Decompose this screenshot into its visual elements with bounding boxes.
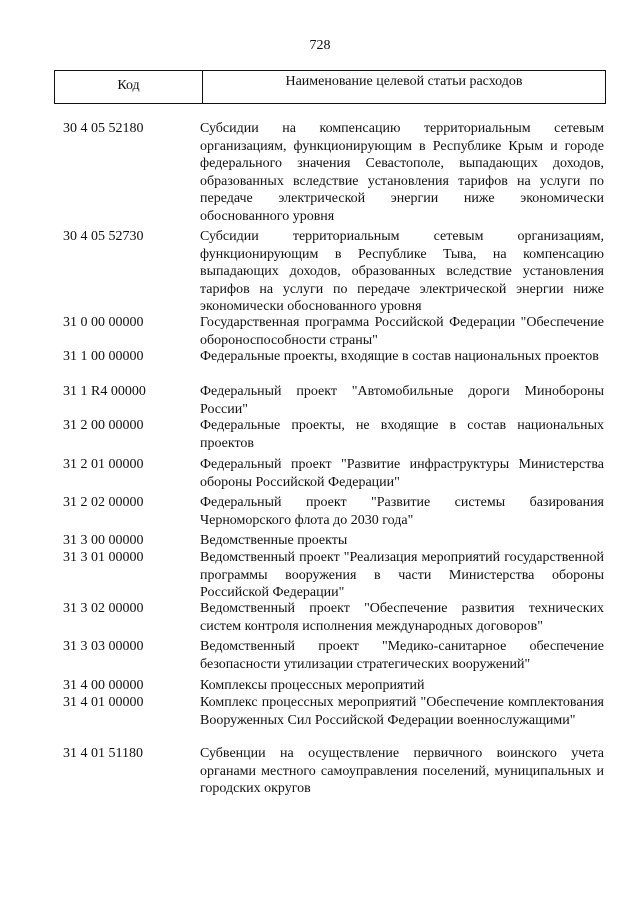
item-description: Федеральный проект "Развитие инфраструктуры Министерства обороны Российской Федерации" [200,457,604,490]
item-description: Субсидии территориальным сетевым организациям, функционирующим в Республике Тыва, на компенсацию выпадающих доходов, образованных вследствие установления тарифов на услуги по передаче электрической энергии ниже экономически обоснованного уровня [200,229,604,314]
item-code: 31 2 02 00000 [63,495,144,510]
item-description: Государственная программа Российской Федерации "Обеспечение обороноспособности страны" [200,315,604,348]
item-code: 31 0 00 00000 [63,315,144,330]
item-code: 31 1 R4 00000 [63,384,146,399]
item-description: Субсидии на компенсацию территориальным сетевым организациям, функционирующим в Республике Крым и городе федерального значения Севастополе, выпадающих доходов, образованных вследствие установления тарифов на услуги по передаче электрической энергии ниже экономически обоснованного уровня [200,121,604,224]
item-description: Субвенции на осуществление первичного воинского учета органами местного самоуправления поселений, муниципальных и городских округов [200,746,604,796]
item-description: Ведомственный проект "Медико-санитарное обеспечение безопасности утилизации стратегических вооружений" [200,639,604,672]
item-code: 31 3 00 00000 [63,533,144,548]
item-description: Федеральный проект "Развитие системы базирования Черноморского флота до 2030 года" [200,495,604,528]
item-code: 31 2 01 00000 [63,457,144,472]
item-code: 31 4 01 00000 [63,695,144,710]
item-code: 31 1 00 00000 [63,349,144,364]
column-header-code: Код [55,71,203,103]
item-code: 30 4 05 52180 [63,121,144,136]
item-code: 31 2 00 00000 [63,418,144,433]
page-number: 728 [309,38,331,53]
item-code: 31 3 03 00000 [63,639,144,654]
table-header [54,70,606,104]
item-code: 31 3 02 00000 [63,601,144,616]
column-header-name: Наименование целевой статьи расходов [285,74,523,89]
item-description: Федеральный проект "Автомобильные дороги Минобороны России" [200,384,604,417]
item-description: Ведомственный проект "Реализация мероприятий государственной программы вооружения в части Министерства обороны Российской Федерации" [200,550,604,600]
item-description: Ведомственный проект "Обеспечение развития технических систем контроля исполнения международных договоров" [200,601,604,634]
item-description: Ведомственные проекты [200,533,348,548]
item-description: Комплекс процессных мероприятий "Обеспечение комплектования Вооруженных Сил Российской Федерации военнослужащими" [200,695,604,728]
item-code: 31 4 01 51180 [63,746,143,761]
item-description: Федеральные проекты, входящие в состав национальных проектов [200,349,599,364]
item-description: Федеральные проекты, не входящие в состав национальных проектов [200,418,604,451]
item-code: 31 4 00 00000 [63,678,144,693]
item-description: Комплексы процессных мероприятий [200,678,425,693]
item-code: 31 3 01 00000 [63,550,144,565]
item-code: 30 4 05 52730 [63,229,144,244]
